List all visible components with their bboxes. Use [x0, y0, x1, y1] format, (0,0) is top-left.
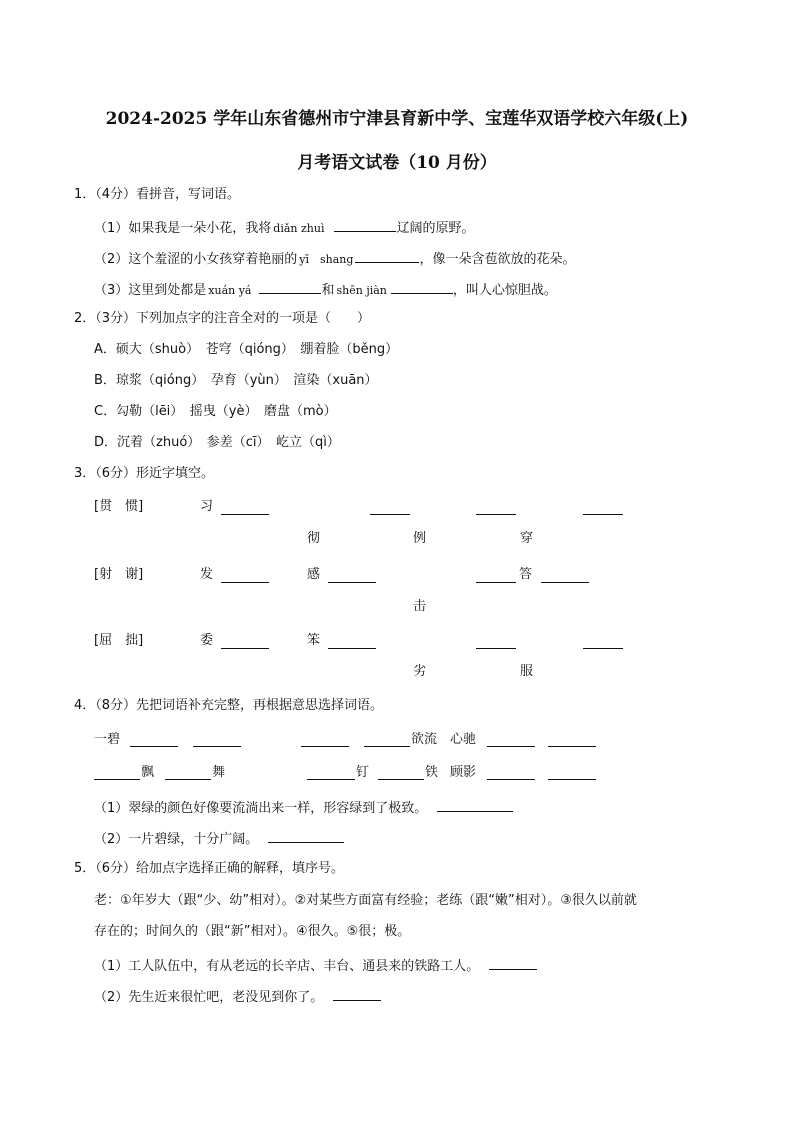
- q1-s3-text-mid: 和: [321, 283, 335, 298]
- q5-definition-line-2: 存在的；时间久的（跟“新”相对）。④很久。⑤很；极。: [94, 924, 411, 939]
- q1-s1-answer-blank[interactable]: [334, 217, 396, 232]
- q3-group1-bottom-3: 穿: [520, 531, 534, 546]
- q1-s3-pinyin-2: shēn jiàn: [336, 284, 387, 297]
- q1-s3-answer-blank-1[interactable]: [259, 279, 321, 294]
- q4-s2-answer-blank[interactable]: [268, 828, 344, 843]
- q4-blank-11[interactable]: [487, 779, 535, 780]
- q3-group1-blank-1[interactable]: [221, 514, 269, 515]
- q3-group2-bottom-1: 击: [413, 599, 427, 614]
- q4-word-7: 铁: [425, 765, 439, 780]
- q4-blank-8[interactable]: [165, 779, 211, 780]
- q2-heading: 2．（3分）下列加点字的注音全对的一项是（ ）: [74, 311, 371, 326]
- q5-s1-answer-blank[interactable]: [489, 955, 537, 970]
- q4-s1-text: （1）翠绿的颜色好像要流淌出来一样，形容绿到了极致。: [94, 801, 428, 816]
- q4-blank-4[interactable]: [364, 746, 410, 747]
- q5-definition-line-1: 老：①年岁大（跟“少、幼”相对）。②对某些方面富有经验；老练（跟“嫩”相对）。③很久以前就: [94, 893, 637, 908]
- q3-group1-label: [贯 惯]: [94, 499, 144, 514]
- exam-title-line1: 2024-2025 学年山东省德州市宁津县育新中学、宝莲华双语学校六年级(上): [105, 109, 689, 129]
- q5-s2-answer-blank[interactable]: [333, 986, 381, 1001]
- q4-blank-1[interactable]: [130, 746, 178, 747]
- q4-word-1: 一碧: [94, 732, 121, 747]
- q3-group3-char-2: 笨: [307, 633, 321, 648]
- q4-s2-text: （2）一片碧绿，十分广阔。: [94, 832, 259, 847]
- q1-sentence-2: [94, 248, 575, 269]
- q4-word-2: 欲流: [411, 732, 438, 747]
- q1-s3-text-b: ，叫人心惊胆战。: [452, 283, 557, 298]
- q2-option-d[interactable]: D．沉着（zhuó） 参差（cī） 屹立（qì）: [94, 435, 340, 450]
- q1-s3-answer-blank-2[interactable]: [391, 279, 453, 294]
- q4-sentence-1: [94, 797, 513, 818]
- q3-heading: 3．（6分）形近字填空。: [74, 466, 215, 481]
- exam-title-line2: 月考语文试卷（10 月份）: [297, 153, 497, 173]
- q4-word-8: 顾影: [450, 765, 477, 780]
- q4-blank-12[interactable]: [548, 779, 596, 780]
- q1-s1-text-b: 辽阔的原野。: [396, 221, 475, 236]
- q3-group3-label: [屈 拙]: [94, 633, 144, 648]
- q3-group3-char-1: 委: [200, 633, 214, 648]
- q1-s3-text-a: （3）这里到处都是: [94, 283, 207, 298]
- q1-s2-answer-blank[interactable]: [355, 248, 419, 263]
- q5-s1-text: （1）工人队伍中，有从老远的长辛店、丰台、通县来的铁路工人。: [94, 959, 480, 974]
- q1-s1-pinyin: diǎn zhuì: [273, 222, 325, 235]
- q4-word-4: 飘: [141, 765, 155, 780]
- q5-sentence-2: [94, 986, 381, 1007]
- q4-word-6: 钉: [356, 765, 370, 780]
- q5-heading: 5．（6分）给加点字选择正确的解释，填序号。: [74, 861, 345, 876]
- q3-group3-blank-2[interactable]: [328, 648, 376, 649]
- q4-blank-2[interactable]: [193, 746, 241, 747]
- q4-sentence-2: [94, 828, 344, 849]
- q3-group3-blank-4[interactable]: [583, 648, 623, 649]
- q3-group1-blank-2[interactable]: [370, 514, 410, 515]
- q3-group2-char-3: 答: [519, 567, 533, 582]
- q3-group2-blank-2[interactable]: [328, 582, 376, 583]
- q4-blank-6[interactable]: [548, 746, 596, 747]
- q4-word-3: 心驰: [450, 732, 477, 747]
- q3-group2-blank-3[interactable]: [476, 582, 516, 583]
- q3-group3-bottom-1: 劣: [413, 664, 427, 679]
- q4-blank-9[interactable]: [307, 779, 355, 780]
- q4-blank-5[interactable]: [487, 746, 535, 747]
- q1-heading: 1．（4分）看拼音，写词语。: [74, 187, 241, 202]
- q4-s1-answer-blank[interactable]: [437, 797, 513, 812]
- q3-group2-char-2: 感: [307, 567, 321, 582]
- q2-option-b[interactable]: B．琼浆（qióng） 孕育（yùn） 渲染（xuān）: [94, 373, 378, 388]
- q3-group1-blank-4[interactable]: [583, 514, 623, 515]
- q3-group2-char-1: 发: [200, 567, 214, 582]
- q5-sentence-1: [94, 955, 537, 976]
- q3-group1-char-1: 习: [200, 499, 214, 514]
- q1-s2-pinyin: yī shang: [299, 253, 354, 266]
- q3-group1-bottom-1: 彻: [307, 531, 321, 546]
- q1-sentence-1: [94, 217, 474, 238]
- q3-group2-blank-4[interactable]: [541, 582, 589, 583]
- q4-heading: 4．（8分）先把词语补充完整，再根据意思选择词语。: [74, 698, 384, 713]
- q3-group3-blank-3[interactable]: [476, 648, 516, 649]
- q3-group2-label: [射 谢]: [94, 567, 144, 582]
- q4-word-5: 舞: [212, 765, 226, 780]
- q2-option-c[interactable]: C．勾勒（lēi） 摇曳（yè） 磨盘（mò）: [94, 404, 337, 419]
- q1-sentence-3: [94, 279, 557, 300]
- q4-blank-3[interactable]: [301, 746, 349, 747]
- q1-s2-text-b: ，像一朵含苞欲放的花朵。: [419, 252, 576, 267]
- q3-group1-blank-3[interactable]: [476, 514, 516, 515]
- q3-group1-bottom-2: 例: [413, 531, 427, 546]
- q3-group3-bottom-2: 服: [520, 664, 534, 679]
- q3-group2-blank-1[interactable]: [221, 582, 269, 583]
- q3-group3-blank-1[interactable]: [221, 648, 269, 649]
- q5-s2-text: （2）先生近来很忙吧，老没见到你了。: [94, 990, 324, 1005]
- q1-s2-text-a: （2）这个羞涩的小女孩穿着艳丽的: [94, 252, 298, 267]
- q4-blank-10[interactable]: [378, 779, 424, 780]
- q4-blank-7[interactable]: [94, 779, 140, 780]
- q1-s1-text-a: （1）如果我是一朵小花，我将: [94, 221, 272, 236]
- q2-option-a[interactable]: A．硕大（shuò） 苍穹（qióng） 绷着脸（běng）: [94, 342, 399, 357]
- q1-s3-pinyin-1: xuán yá: [208, 284, 252, 297]
